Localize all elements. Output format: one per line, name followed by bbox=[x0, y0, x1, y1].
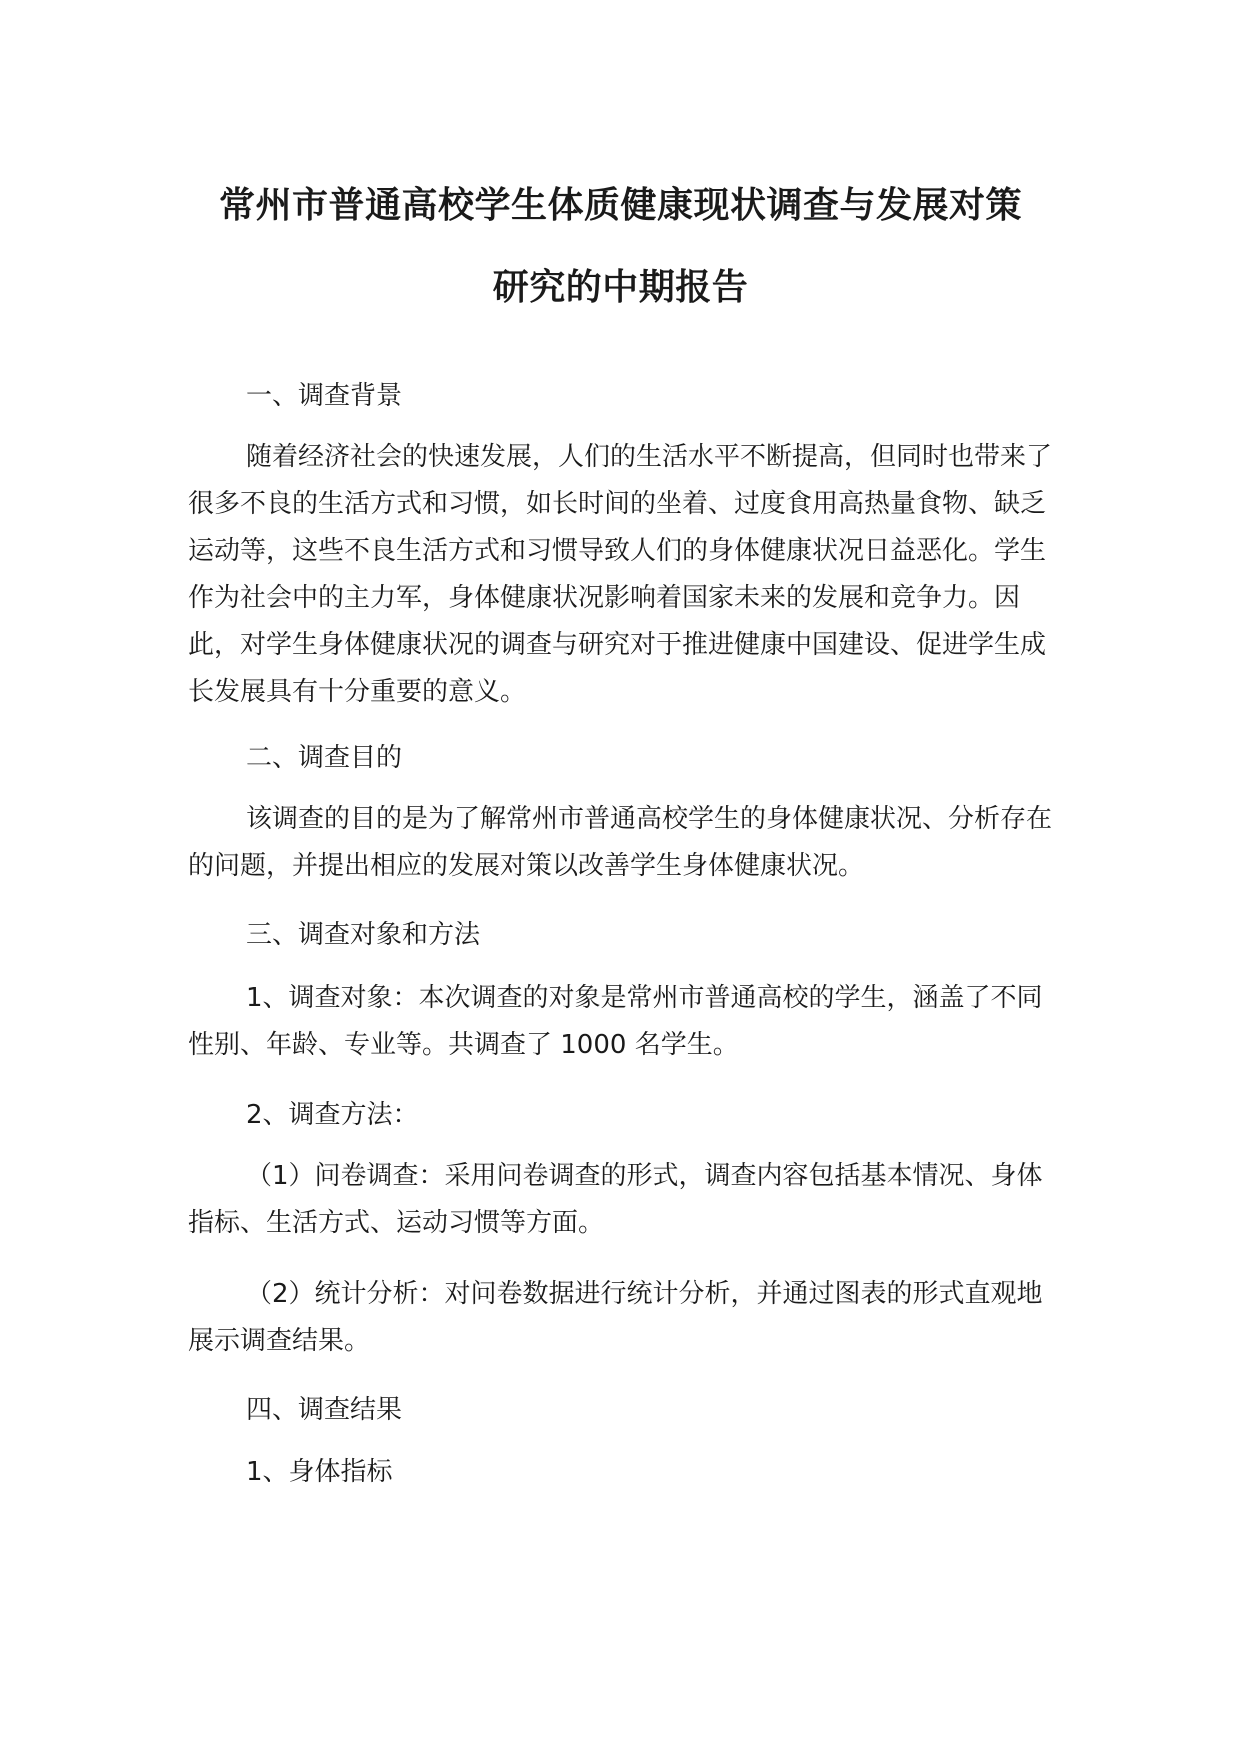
paragraph-purpose: 该调查的目的是为了解常州市普通高校学生的身体健康状况、分析存在的问题，并提出相应的发展对策以改善学生身体健康状况。 bbox=[188, 804, 1053, 881]
paragraph-object: 1、调查对象：本次调查的对象是常州市普通高校的学生，涵盖了不同性别、年龄、专业等。共调查了 1000 名学生。 bbox=[188, 983, 1043, 1060]
section-heading-purpose: 二、调查目的 bbox=[246, 743, 403, 773]
section-heading-results: 四、调查结果 bbox=[246, 1395, 403, 1425]
paragraph-method-item1: （1）问卷调查：采用问卷调查的形式，调查内容包括基本情况、身体指标、生活方式、运动习惯等方面。 bbox=[188, 1161, 1043, 1238]
subheading-method: 2、调查方法： bbox=[246, 1100, 419, 1130]
document-title-line1: 常州市普通高校学生体质健康现状调查与发展对策 bbox=[218, 185, 1022, 226]
section-heading-background: 一、调查背景 bbox=[246, 381, 403, 411]
subheading-results-body-metrics: 1、身体指标 bbox=[246, 1457, 393, 1487]
section-heading-method: 三、调查对象和方法 bbox=[246, 920, 481, 950]
paragraph-method-item2: （2）统计分析：对问卷数据进行统计分析，并通过图表的形式直观地展示调查结果。 bbox=[188, 1279, 1043, 1356]
document-title-line2: 研究的中期报告 bbox=[492, 267, 749, 308]
paragraph-background: 随着经济社会的快速发展，人们的生活水平不断提高，但同时也带来了很多不良的生活方式和习惯，如长时间的坐着、过度食用高热量食物、缺乏运动等，这些不良生活方式和习惯导致人们的身体健康状况日益恶化。学生作为社会中的主力军，身体健康状况影响着国家未来的发展和竞争力。因此，对学生身体健康状况的调查与研究对于推进健康中国建设、促进学生成长发展具有十分重要的意义。 bbox=[188, 442, 1053, 707]
